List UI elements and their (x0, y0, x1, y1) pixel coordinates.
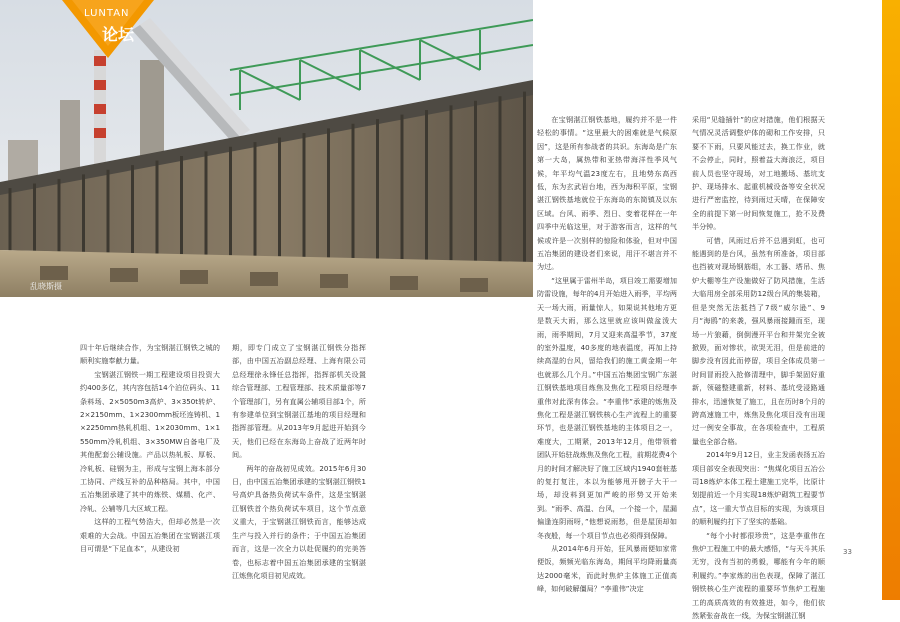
paragraph: 从2014年6月开始，狂风暴雨便如家常便饭，频频光临东海岛，期间平均降雨量高达2000毫米，而此时焦炉主体施工正值高峰，如何破解僵局？“李重伟”决定 (537, 544, 677, 594)
section-tag-latin: LUNTAN (84, 8, 130, 19)
paragraph: 宝钢湛江钢铁一期工程建设项目投资大约400多亿，其内容包括14个泊位码头、11条料场、2×5050m3高炉、3×350t转炉、2×2150mm、1×2300mm板坯连铸机、1×2250mm热轧机组、1×2030mm、1×1550mm冷轧机组、3×350MW自备电厂及其他配套公辅设施。产品以热轧板、厚板、冷轧板、硅钢为主，形成与宝钢上海本部分工协同、产线互补的品种格局。其中，中国五冶集团承建了其中的炼铁、煤精、化产、冷轧、公辅等几大区域工程。 (80, 369, 220, 513)
text-column-1 (80, 341, 220, 556)
photo-caption: 乱晓斯摄 (30, 282, 62, 291)
paragraph: 这样的工程气势浩大，但却必然是一次艰难的大会战。中国五冶集团在宝钢湛江项目可谓是“下足血本”，从建设初 (80, 517, 220, 554)
page-number: 33 (843, 548, 852, 556)
section-tag-chinese: 论坛 (102, 25, 135, 44)
paragraph: 四十年后继续合作，为宝钢湛江钢铁之城的顺利实施奉献力量。 (80, 343, 220, 366)
paragraph: 在宝钢湛江钢铁基地，履约并不是一件轻松的事情。“这里最大的困难就是气候原因”，这是所有参战者的共识。东海岛是广东第一大岛，属热带和亚热带海洋性季风气候，年平均气温23度左右，且地势东高西低，东为玄武岩台地，西为海积平原，宝钢湛江钢铁基地就位于东海岛的东简镇及以东区域。台风、雨季、烈日、变着花样在一年四季中光临这里，对于游客而言，这样的气候或许是一次别样的惊险和体验，但对中国五冶集团的建设者们来说，用汗不堪言并不为过。 (537, 115, 677, 272)
paragraph: 期，即专门成立了宝钢湛江钢铁分指挥部，由中国五冶副总经理、上海有限公司总经理徐永锋任总指挥，指挥部机关设置综合管理部、工程管理部、技术质量部等7个管理部门，另有直属公辅项目部1个，所有参建单位到宝钢湛江基地的项目经理和指挥部管理。从2013年9月起进开始到今天，他们已经在东海岛上奋战了近两年时间。 (232, 343, 366, 460)
paragraph: “这里属于雷州半岛，项目竣工需要增加防雷设施，每年的4月开始进入雨季，平均两天一场大雨，雨量惊人，如果说其他地方更是数天大雨，那么这里就应该叫做盆泼大雨，雨季期间，7月又迎来高温季节，37度的室外温度，40多度的地表温度，再加上持续高湿的台风，留给我们的施工黄金期一年也就那么几个月。”中国五冶集团宝钢广东湛江钢铁基地项目炼焦及焦化工程项目经理李重伟对此深有体会。“李重伟”承建的炼焦及焦化工程是湛江钢铁核心生产流程上的重要环节，也是湛江钢铁基地的主体项目之一，难度大，工期紧，2013年12月，他带领着团队开始驻战炼焦及焦化工程，前期花费4个月的时间才解决好了施工区域内1940套桩基的复打复注，本以为能够甩开膀子大干一场，却没料到更加严峻的形势又开始来到。“雨季、高温、台风，一个接一个，屋漏偏逢连阴雨呀，”他想说雨愁，但是屋顶却如冬夜般，每一个项目节点也必须得到保障。 (537, 275, 677, 540)
paragraph: 采用“见缝插针”的应对措施，他们根据天气情况灵活调整炉体的砌和工作安排，只要不下雨，只要风能过去，换工作业，就不会停止，同时，照着益大海浪泛，项目前人员也坚守现场，对工地搬场、基坑支护、现场排水、起重机械设备等安全状况进行严密监控，待到雨过天晴，在保障安全的前提下第一时间恢复施工，抢不及费半分钟。 (692, 115, 825, 232)
section-tag (62, 0, 154, 58)
paragraph: 两年的奋战初见成效。2015年6月30日，由中国五冶集团承建的宝钢湛江钢铁1号高炉具备热负荷试车条件，这是宝钢湛江钢铁首个热负荷试车项目，这个节点意义重大，于宝钢湛江钢铁而言，能够达成生产与投入并行的条件；于中国五冶集团而言，这是一次全力以赴促履约的完美答卷，也标志着中国五冶集团承建的宝钢湛江炼焦化项目初见成效。 (232, 463, 366, 580)
text-column-4 (692, 113, 825, 622)
paragraph: “每个小时都很珍贵”，这是李重伟在焦炉工程施工中的最大感悟，“与天斗其乐无穷，没有当初的勇毅，哪能有今年的顺利履约。”李家炼的出色表现，保障了湛江钢铁核心生产流程的重要环节焦炉工程施工的高质高效的有效推进，如今，他们依然紧张奋战在一线，为保宝钢湛江钢 (692, 530, 825, 621)
text-column-3 (537, 113, 677, 596)
accent-sidebar (882, 0, 900, 600)
paragraph: 可惜，风雨过后并不总遇到虹，也可能遇到的是台风，虽然有所准备，项目部也挡被对现场钢筋组，水工器、塔吊、焦炉大棚等生产设施做好了防风措施，生活大临用房全部采用防12级台风的集装箱，但是突然无法抵挡了7级“威尔逊”、9月“海鸥”的来袭，强风暴雨接踵而至，现场一片狼藉，倒倒漫开平台和井架完全被掀毁，面对惨状，欲哭无泪，但是前进的脚步没有因此而停留，项目全体成员第一时间冒雨投入抢修清理中，脚手架固好重新，领磁整建重新，材料、基坑受浸路通排水，迅速恢复了施工，且在历时8个月的跨高速施工中，炼焦及焦化项目没有出现过一例安全事故，在各项检查中，工程质量也全部合格。 (692, 235, 825, 446)
paragraph: 2014年9月12日，业主发函表扬五冶项目部安全表现突出：“焦煤化项目五冶公司18炼炉本体工程土建施工完毕，比原计划提前近一个月实现18炼炉砌筑工程要节点”，这一重大节点目标的实现，为该项目的顺利履约打下了坚实的基础。 (692, 450, 825, 527)
text-column-2 (232, 341, 366, 582)
